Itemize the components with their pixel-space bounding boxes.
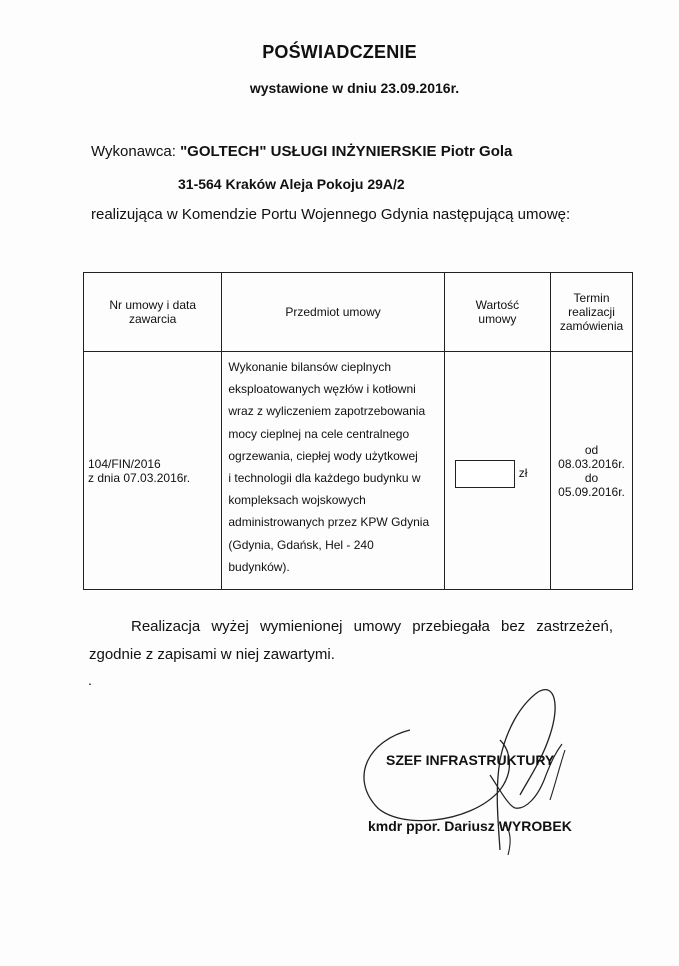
header-subject bbox=[222, 273, 444, 352]
value-wrapper bbox=[445, 354, 550, 587]
subject-line: i technologii dla każdego budynku w bbox=[228, 471, 421, 486]
cell-value bbox=[444, 352, 550, 590]
stray-dot: . bbox=[88, 672, 92, 688]
term-to-date: 05.09.2016r. bbox=[558, 484, 625, 499]
header-nr-line1: Nr umowy i data bbox=[109, 298, 197, 312]
contract-table bbox=[83, 272, 633, 590]
header-nr-line2: zawarcia bbox=[129, 312, 177, 326]
header-term-line2: realizacji bbox=[568, 305, 615, 319]
value-currency: zł bbox=[518, 466, 528, 480]
subject-line: administrowanych przez KPW Gdynia bbox=[228, 515, 430, 530]
subject-line: budynków). bbox=[228, 559, 290, 574]
header-contract-number bbox=[84, 273, 222, 352]
header-term-line3: zamówienia bbox=[559, 319, 624, 333]
contract-number: 104/FIN/2016 bbox=[88, 456, 161, 471]
redacted-value-box bbox=[455, 460, 515, 488]
cell-term bbox=[551, 352, 633, 590]
subject-line: eksploatowanych węzłów i kotłowni bbox=[228, 382, 416, 397]
subject-line: wraz z wyliczeniem zapotrzebowania bbox=[228, 404, 426, 419]
contractor-line bbox=[91, 143, 512, 160]
table-header-row bbox=[84, 273, 633, 352]
subject-line: mocy cieplnej na cele centralnego bbox=[228, 426, 410, 441]
subject-line: kompleksach wojskowych bbox=[228, 493, 366, 508]
term-to-label: do bbox=[584, 470, 599, 485]
header-value-line1: Wartość bbox=[475, 298, 520, 312]
stamp-position: SZEF INFRASTRUKTURY bbox=[386, 752, 555, 768]
closing-statement-line2: zgodnie z zapisami w niej zawartymi. bbox=[89, 646, 335, 663]
table-row bbox=[84, 352, 633, 590]
document-title: POŚWIADCZENIE bbox=[262, 42, 417, 62]
contractor-name: "GOLTECH" USŁUGI INŻYNIERSKIE Piotr Gola bbox=[180, 143, 513, 160]
subject-line: ogrzewania, ciepłej wody użytkowej bbox=[228, 448, 418, 463]
term-from-date: 08.03.2016r. bbox=[558, 456, 625, 471]
header-term-line1: Termin bbox=[573, 291, 610, 305]
contract-date: z dnia 07.03.2016r. bbox=[88, 470, 191, 485]
header-term bbox=[551, 273, 633, 352]
intro-text: realizująca w Komendzie Portu Wojennego Gdynia następującą umowę: bbox=[91, 206, 571, 223]
header-subject-text: Przedmiot umowy bbox=[285, 305, 381, 319]
header-value bbox=[444, 273, 550, 352]
header-value-line2: umowy bbox=[478, 312, 517, 326]
contractor-address: 31-564 Kraków Aleja Pokoju 29A/2 bbox=[178, 176, 405, 192]
closing-statement-line1: Realizacja wyżej wymienionej umowy przebiegała bez zastrzeżeń, bbox=[131, 618, 613, 635]
cell-subject bbox=[222, 352, 444, 590]
subject-line: Wykonanie bilansów cieplnych bbox=[228, 360, 392, 374]
term-from-label: od bbox=[584, 442, 599, 457]
subject-line: (Gdynia, Gdańsk, Hel - 240 bbox=[228, 537, 374, 552]
stamp-name: kmdr ppor. Dariusz WYROBEK bbox=[368, 818, 572, 834]
contractor-label: Wykonawca: bbox=[91, 143, 181, 160]
cell-contract-number bbox=[84, 352, 222, 590]
document-subtitle: wystawione w dniu 23.09.2016r. bbox=[249, 80, 460, 96]
